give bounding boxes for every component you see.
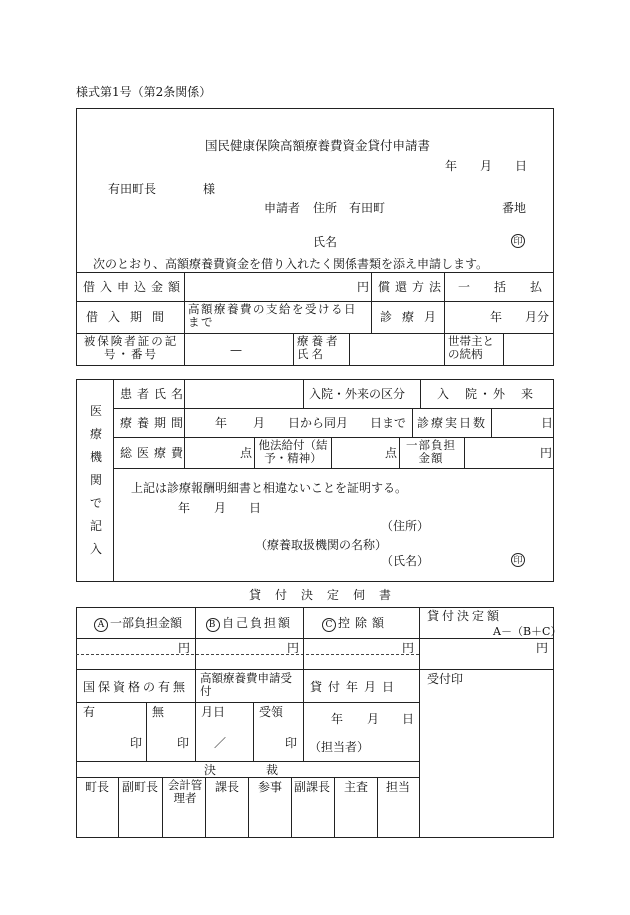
approver-councilor: 参事 <box>258 780 283 794</box>
self-pay-header: B 自己負担額 <box>206 617 292 632</box>
dashed-divider <box>76 654 419 655</box>
form-number: 様式第1号（第2条関係） <box>76 85 212 99</box>
cert-month: 月 <box>214 501 227 515</box>
divider <box>293 333 294 366</box>
decided-formula: A－（B＋C） <box>493 625 562 638</box>
staff-label: （担当者） <box>309 740 370 754</box>
loan-period-label: 借入期間 <box>86 310 175 324</box>
side-char: 入 <box>90 542 103 556</box>
divider <box>303 379 304 408</box>
actual-days-unit: 日 <box>541 416 554 430</box>
medical-year-unit: 年 <box>490 310 503 324</box>
circle-a-icon: A <box>94 618 108 632</box>
divider <box>195 607 196 702</box>
loan-month: 月 <box>367 712 380 726</box>
insured-card-value: — <box>230 343 242 357</box>
copay-yen: 円 <box>178 641 191 655</box>
certify-statement: 上記は診療報酬明細書と相違ないことを証明する。 <box>131 481 408 495</box>
approver-deputy-chief: 副課長 <box>294 780 331 794</box>
side-char: 療 <box>90 427 103 441</box>
divider <box>118 777 119 838</box>
period-year: 年 <box>215 416 228 430</box>
application-date-day: 日 <box>515 159 528 173</box>
mayor-label: 有田町長 <box>108 182 157 196</box>
self-pay-yen: 円 <box>287 641 300 655</box>
deduction-yen: 円 <box>402 641 415 655</box>
date-slash: ／ <box>214 736 227 750</box>
loan-period-value: 高額療養費の支給を受ける日まで <box>188 302 357 330</box>
divider <box>464 437 465 468</box>
approver-section-chief: 課長 <box>215 780 240 794</box>
divider <box>76 669 554 670</box>
application-date-year: 年 <box>445 159 458 173</box>
divider <box>195 702 196 761</box>
divider <box>399 437 400 468</box>
divider <box>254 437 255 468</box>
side-char: 関 <box>90 473 103 487</box>
divider <box>412 408 413 437</box>
applicant-seal: 印 <box>511 234 525 248</box>
side-char: 記 <box>90 519 103 533</box>
approver-mayor: 町長 <box>85 780 110 794</box>
divider <box>113 468 554 469</box>
applicant-name-label: 氏名 <box>313 235 338 249</box>
repay-method-label: 償還方法 <box>378 280 447 294</box>
period-until: 日まで <box>370 416 407 430</box>
divider <box>491 408 492 437</box>
institution-name-label: （療養取扱機関の名称） <box>255 538 388 552</box>
institution-person-label: （氏名） <box>381 554 430 568</box>
approver-deputy-mayor: 副町長 <box>122 780 159 794</box>
approver-chief-clerk: 主査 <box>344 780 369 794</box>
divider <box>248 777 249 838</box>
approval-label: 決裁 <box>204 763 329 777</box>
received-stamp: 印 <box>285 736 298 750</box>
banchi-label: 番地 <box>502 201 527 215</box>
institution-seal: 印 <box>511 553 525 567</box>
received-label: 受領 <box>259 705 284 719</box>
repay-method-char-1: 一 <box>458 280 471 294</box>
approver-accounting: 会計管理者 <box>167 778 203 806</box>
application-statement: 次のとおり、高額療養費資金を借り入れたく関係書類を添え申請します。 <box>93 257 489 271</box>
other-law-unit: 点 <box>385 446 398 460</box>
divider <box>291 777 292 838</box>
inout-label: 入院・外来の区分 <box>309 387 406 401</box>
divider <box>331 437 332 468</box>
month-day-label: 月日 <box>201 705 226 719</box>
divider <box>76 272 554 273</box>
application-title: 国民健康保険高額療養費資金貸付申請書 <box>205 138 431 153</box>
repay-method-char-3: 払 <box>530 280 543 294</box>
divider <box>303 607 304 702</box>
decision-title: 貸付決定伺書 <box>249 588 406 602</box>
divider <box>76 638 554 639</box>
copay-label: 一部負担金額 <box>406 438 456 466</box>
actual-days-label: 診療実日数 <box>417 416 488 430</box>
receipt-seal-label: 受付印 <box>427 672 464 686</box>
period-month: 月 <box>253 416 266 430</box>
applicant-label: 申請者 <box>264 201 301 215</box>
decision-box <box>76 607 554 838</box>
side-char: 医 <box>90 404 103 418</box>
application-date-month: 月 <box>480 159 493 173</box>
divider <box>349 333 350 366</box>
circle-c-icon: C <box>322 618 336 632</box>
divider <box>419 607 420 838</box>
cert-day: 日 <box>249 501 262 515</box>
divider <box>205 777 206 838</box>
divider <box>113 379 114 582</box>
yes-label: 有 <box>83 705 96 719</box>
cert-year: 年 <box>178 501 191 515</box>
loan-day: 日 <box>402 712 415 726</box>
treatment-period-label: 療養期間 <box>120 416 189 430</box>
town-label: 有田町 <box>349 201 386 215</box>
divider <box>113 437 554 438</box>
divider <box>371 272 372 333</box>
repay-method-char-2: 括 <box>494 280 507 294</box>
copay-yen: 円 <box>540 446 553 460</box>
approver-staff: 担当 <box>386 780 411 794</box>
address-label: 住所 <box>313 201 338 215</box>
insured-card-label: 被保険者証の記号・番号 <box>83 334 179 362</box>
yes-stamp: 印 <box>130 736 143 750</box>
divider <box>76 761 419 762</box>
loan-amount-label: 借入申込金額 <box>83 280 186 294</box>
divider <box>377 777 378 838</box>
divider <box>146 702 147 761</box>
loan-amount-yen: 円 <box>357 280 370 294</box>
decided-yen: 円 <box>536 641 549 655</box>
patient-name-label: 療養者氏名 <box>297 334 341 362</box>
side-char: で <box>90 496 103 510</box>
divider <box>503 333 504 366</box>
other-law-label: 他法給付（結予・精神） <box>258 438 328 466</box>
divider <box>420 379 421 408</box>
claim-received-label: 高額療養費申請受付 <box>200 671 292 699</box>
loan-year: 年 <box>331 712 344 726</box>
deduction-header: C 控除額 <box>322 617 389 632</box>
divider <box>334 777 335 838</box>
copay-amount-header: A 一部負担金額 <box>94 617 182 632</box>
divider <box>113 408 554 409</box>
circle-b-icon: B <box>206 618 220 632</box>
decided-amount-header: 貸付決定額 <box>427 609 503 623</box>
total-points-label: 総医療費 <box>120 446 189 460</box>
head-relation-label: 世帯主との続柄 <box>448 334 494 362</box>
divider <box>303 702 304 761</box>
divider <box>162 777 163 838</box>
no-label: 無 <box>152 705 165 719</box>
inout-value: 入 院・外 来 <box>437 387 536 401</box>
institution-address-label: （住所） <box>381 519 430 533</box>
medical-month-unit: 月分 <box>525 310 550 324</box>
medical-month-label: 診療月 <box>380 310 447 324</box>
divider <box>253 702 254 761</box>
total-points-unit: 点 <box>240 446 253 460</box>
period-from: 日から同月 <box>288 416 349 430</box>
patient-name-label: 患者氏名 <box>120 387 189 401</box>
side-char: 機 <box>90 450 103 464</box>
loan-date-label: 貸付年月日 <box>310 680 401 694</box>
no-stamp: 印 <box>177 736 190 750</box>
eligibility-label: 国保資格の有無 <box>83 680 189 694</box>
honorific: 様 <box>203 182 216 196</box>
divider <box>76 702 419 703</box>
